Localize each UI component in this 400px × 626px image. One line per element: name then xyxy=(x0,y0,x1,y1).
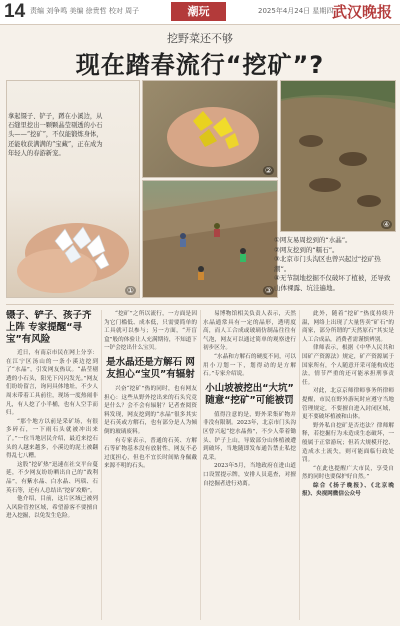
photo-number-3: ③ xyxy=(264,286,272,295)
column-2-paragraph: 有专家表示，普通的石英、方解石等矿物基本没有放射性，网友不必过度担心，但也不宜长时间贴身佩戴来源不明的石头。 xyxy=(104,437,197,470)
column-rule xyxy=(101,310,102,620)
photo-captions xyxy=(274,236,394,293)
column-4-paragraph: 律师表示，根据《中华人民共和国矿产资源法》规定，矿产资源属于国家所有，个人随意开采可能构成违法，情节严重的还可能承担刑事责任。 xyxy=(302,345,394,386)
section-divider xyxy=(6,304,394,305)
section-badge: 潮玩 xyxy=(171,2,226,21)
kicker: 挖野菜还不够 xyxy=(167,32,233,45)
column-4-paragraph: 此外，随着“挖矿”热度持续升温，网络上出现了大量售卖“矿石”的商家，部分所谓的“天然原石”其实是人工合成品，消费者需谨慎辨别。 xyxy=(302,311,394,343)
damaged-slope-illustration xyxy=(281,81,395,231)
column-3-paragraph: 值得注意的是，野外采集矿物并非没有限制。2023年，北京市门头沟区曾兴起“挖水晶热”，不少人带着锄头、铲子上山，导致部分山体植被遭到破坏，当地随即发布通告禁止私挖乱采。 xyxy=(203,411,296,461)
article-source: 综合《扬子晚报》、《北京晚报》、央视网微信公众号 xyxy=(302,482,394,498)
photo-number-2: ② xyxy=(264,166,272,175)
column-1-subtitle: 镊子、铲子、孩子齐上阵 专家提醒“寻宝”有风险 xyxy=(6,310,92,345)
column-4-paragraph: “在此也提醒广大市民，享受自然的同时也要保护好自然。” xyxy=(302,465,394,481)
article-column-4 xyxy=(302,310,394,622)
column-1-paragraph: 近日，有南京市民在网上分享：在江宁区汤山的一条小溪边挖到了“水晶”，引发网友热议。“晶莹剔透的小石头，阳光下闪闪发光。”网友们纷纷留言，询问具体地址，不少人周末带着工具前往，现场一度热闹非凡，有人挖了小半桶，也有人空手而归。 xyxy=(6,350,98,417)
article-column-3 xyxy=(203,310,296,622)
column-3-paragraph: “水晶和方解石的硬度不同，可以用小刀划一下，划得动的是方解石。”专家介绍说。 xyxy=(203,353,296,378)
editor-credits: 责编 刘争鸣 美编 徐贵哲 校对 周子 xyxy=(30,7,140,15)
column-3-subtitle: 小山坡被挖出“大坑” 随意“挖矿”可能被罚 xyxy=(205,382,294,406)
column-2-subtitle: 是水晶还是方解石 网友担心“宝贝”有辐射 xyxy=(106,356,195,380)
column-1-paragraph: 他介绍，目前，这片区域已被列入风险管控区域，希望游客不要擅自进入挖掘，以免发生危险。 xyxy=(6,496,98,520)
newspaper-logo: 武汉晚报 xyxy=(331,3,392,21)
caption-4: ④无节制地挖掘不仅破坏了植被，还导致山体裸露、坑洼遍地。 xyxy=(274,274,391,292)
column-4-paragraph: 野外私自挖矿是否违法？律师解释，若挖掘行为未造成生态破坏，一般属于正常游玩；但若大规模开挖、造成水土流失，则可能面临行政处罚。 xyxy=(302,422,394,464)
photo-yellow-stones xyxy=(142,80,278,178)
page-header xyxy=(0,0,400,25)
photo-diggers-on-slope xyxy=(142,180,278,298)
article-column-2 xyxy=(104,310,197,622)
caption-1: ①网友易周挖到的“水晶”。 xyxy=(274,236,352,244)
column-2-paragraph: “挖矿”之所以流行，一方面是因为它门槛低、成本低，只需要简单的工具就可以参与；另一方面，“开盲盒”般的体验让人充满期待，不知道下一铲会挖出什么宝贝。 xyxy=(104,311,197,352)
issue-date: 2025年4月24日 星期四 xyxy=(258,7,334,15)
yellow-stones-illustration xyxy=(143,81,277,177)
column-rule xyxy=(299,310,300,620)
column-1-paragraph: “那个地方以前是采矿场，有很多碎石，一下雨石头就被冲出来了。”一位当地居民介绍，最近来挖石头的人越来越多，小溪边的泥土被翻得乱七八糟。 xyxy=(6,418,98,460)
column-2-paragraph: 兴奋“挖矿”热的同时，也有网友担心：这些从野外挖出来的石头究竟是什么？会不会有辐射？记者查阅资料发现，网友挖到的“水晶”很多其实是石英或方解石，也有部分是人为倾倒的玻璃废料。 xyxy=(104,385,197,435)
slope-illustration xyxy=(143,181,277,297)
article-column-1 xyxy=(6,310,98,622)
photo-damaged-slope xyxy=(280,80,396,232)
photo-number-1: ① xyxy=(126,286,134,295)
intro-text: 拿起镊子、铲子，蹲在小溪边，从石缝里挖出一颗颗晶莹剔透的小石头——“挖矿”，不仅能锻炼身体，还能收获满满的“宝藏”，正在成为年轻人的春游新宠。 xyxy=(8,113,103,157)
caption-2: ②网友挖到的“糯石”。 xyxy=(274,245,339,254)
column-1-paragraph: 这股“挖矿热”迅速在社交平台蔓延，不少网友纷纷晒出自己的“战利品”，有紫水晶、白水晶、玛瑙、石英石等，还有人总结出“挖矿攻略”。 xyxy=(6,461,98,494)
column-4-paragraph: 对此，北京京师律师事务所律师提醒，市民在野外游玩时应遵守当地管理规定，不要擅自进入封闭区域，更不要破坏植被和山体。 xyxy=(302,388,394,421)
page-number: 14 xyxy=(4,1,26,22)
column-3-paragraph: 易博物馆相关负责人表示，天然水晶通常具有一定的晶形，透明度高，而人工合成或玻璃仿制品往往有气泡，网友可以通过简单的观察进行初步区分。 xyxy=(203,311,296,352)
caption-3: ③北京市门头沟区也曾兴起过“挖矿热潮”。 xyxy=(274,255,381,273)
headline: 现在踏春流行“挖矿”? xyxy=(75,51,325,79)
photo-number-4: ④ xyxy=(382,220,390,229)
column-rule xyxy=(200,310,201,620)
column-3-paragraph: 2023年5月，当地政府在进山道口设置提示牌，安排人员巡查，对擅自挖掘者进行劝离。 xyxy=(203,463,296,487)
